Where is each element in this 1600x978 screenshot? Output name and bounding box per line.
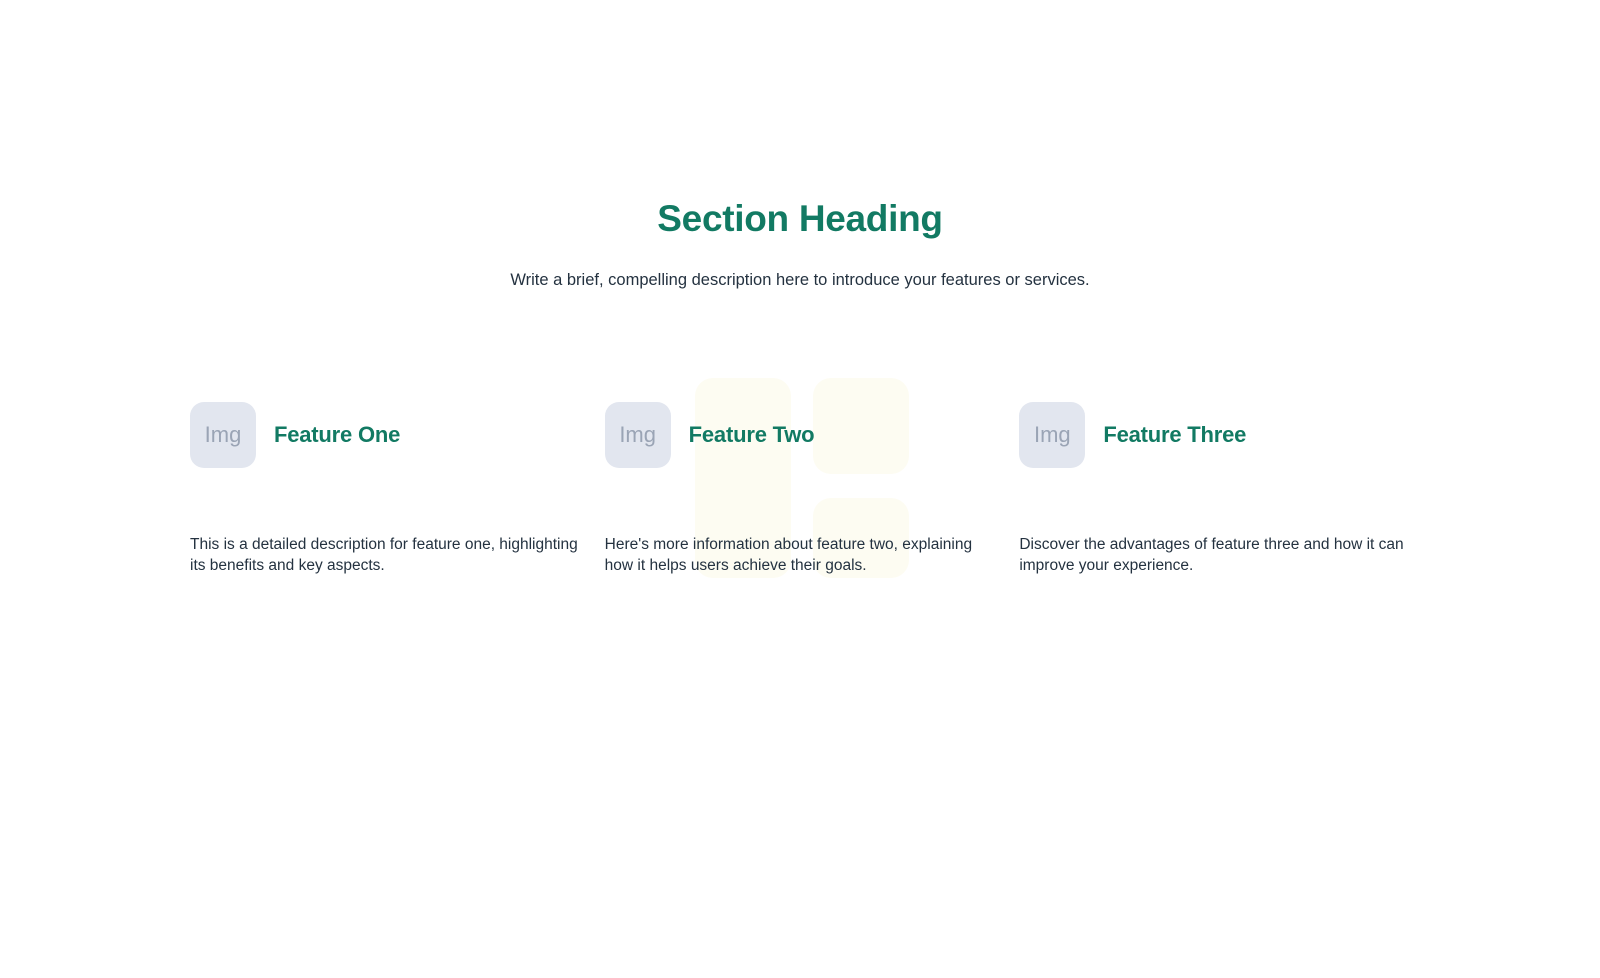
section-header <box>0 0 1600 292</box>
image-placeholder-icon: Img <box>1019 402 1085 468</box>
feature-card-three <box>1019 402 1410 576</box>
feature-card-one <box>190 402 581 576</box>
feature-two-header <box>605 402 996 468</box>
features-grid <box>0 402 1600 576</box>
section-subtitle: Write a brief, compelling description here to introduce your features or services. <box>510 271 1090 289</box>
feature-two-description: Here's more information about feature two, explaining how it helps users achieve their goals. <box>604 536 973 574</box>
feature-one-description: This is a detailed description for feature one, highlighting its benefits and key aspects. <box>190 536 578 574</box>
feature-three-description: Discover the advantages of feature three and how it can improve your experience. <box>1019 536 1404 574</box>
page-title: Section Heading <box>657 198 943 239</box>
feature-three-title: Feature Three <box>1103 422 1247 447</box>
feature-one-header <box>190 402 581 468</box>
image-placeholder-icon: Img <box>605 402 671 468</box>
feature-card-two <box>605 402 996 576</box>
feature-two-title: Feature Two <box>688 422 815 447</box>
feature-three-header <box>1019 402 1410 468</box>
image-placeholder-icon: Img <box>190 402 256 468</box>
feature-one-title: Feature One <box>274 422 401 447</box>
